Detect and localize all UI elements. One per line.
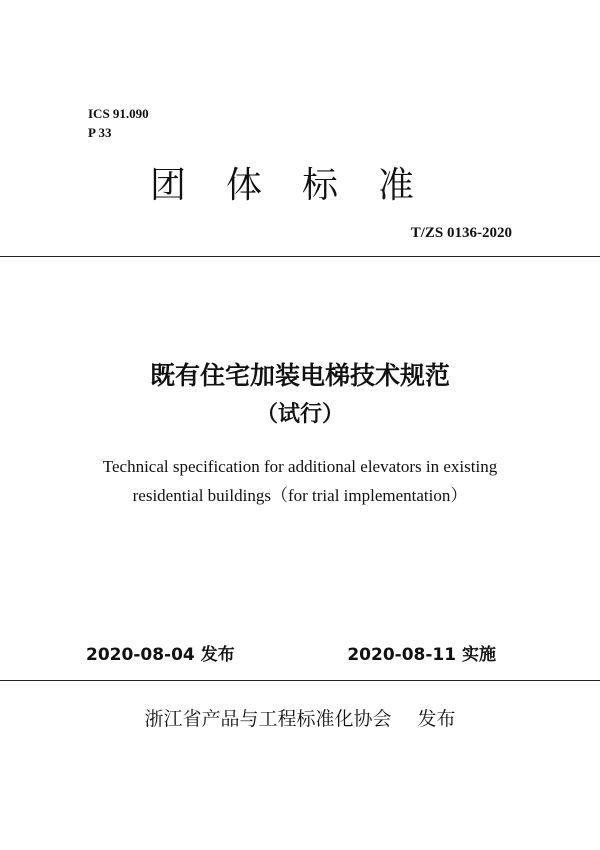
- standard-type-heading: 团体标准: [149, 165, 454, 206]
- publish-date: 2020-08-04 发布: [86, 645, 235, 665]
- implement-date: 2020-08-11 实施: [347, 645, 496, 665]
- category-code: P 33: [88, 125, 112, 140]
- bottom-divider: [0, 680, 600, 681]
- title-en-line-1: Technical specification for additional elevators in existing: [102, 457, 498, 476]
- ics-code: ICS 91.090: [88, 106, 149, 121]
- classification-codes: [88, 104, 149, 142]
- document-title-en: [0, 452, 600, 510]
- publisher-action: 发布: [417, 708, 456, 730]
- top-divider: [0, 256, 600, 257]
- publisher-name: 浙江省产品与工程标准化协会: [144, 708, 392, 730]
- standard-code: T/ZS 0136-2020: [410, 225, 512, 241]
- title-en-line-2: residential buildings（for trial implementation）: [132, 486, 468, 505]
- publisher-line: [0, 705, 600, 733]
- document-title-zh: 既有住宅加装电梯技术规范: [149, 361, 450, 390]
- document-subtitle-zh: （试行）: [255, 401, 344, 427]
